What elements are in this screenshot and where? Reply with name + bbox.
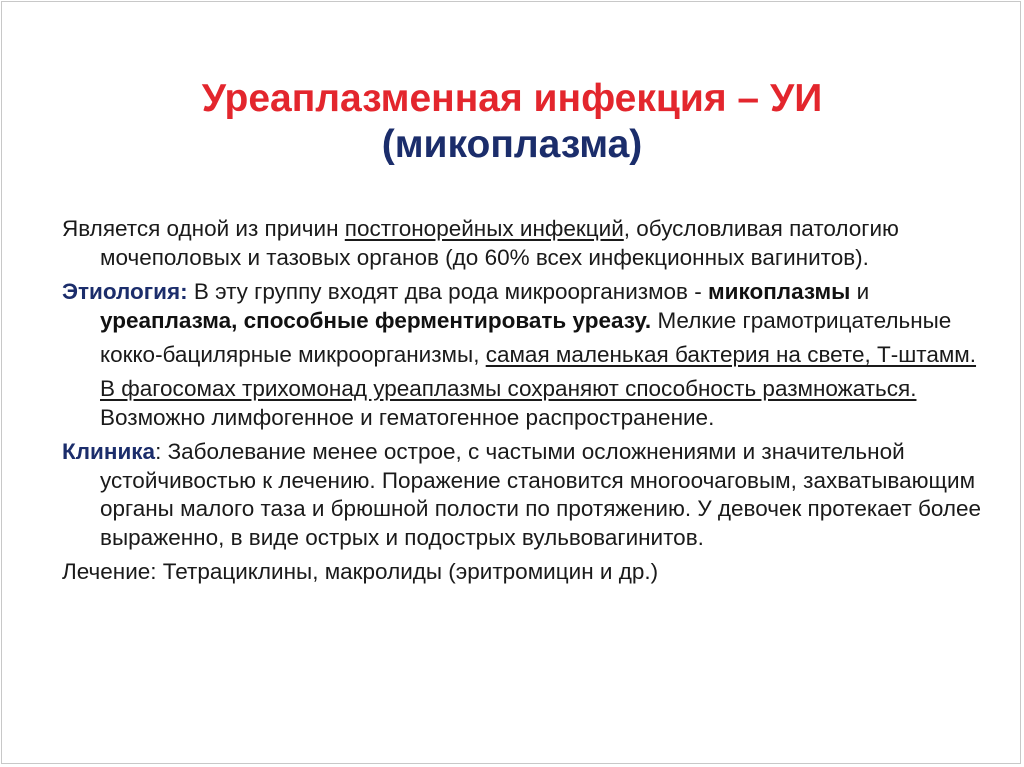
intro-underlined-term: постгонорейных инфекций — [344, 216, 624, 241]
title-line-1: Уреаплазменная инфекция – УИ — [201, 77, 823, 120]
clinic-text: : Заболевание менее острое, с частыми осложнениями и значительной устойчивостью к лечению. Поражение становится многоочаговым, захватывающим органы малого таза и брюшной полости по протяжению. У девочек протекает более выраженно, в виде острых и подострых вульвовагинитов. — [100, 439, 982, 550]
intro-text-2: , обусловливая патологию мочеполовых и тазовых органов (до 60% всех инфекционных вагинитов). — [100, 216, 899, 270]
title-line-2: (микоплазма) — [381, 123, 643, 166]
etiology-bold-2: уреаплазма, способные ферментировать уреазу. — [100, 307, 652, 333]
etiology-bold-1: микоплазмы — [708, 279, 851, 304]
slide-body — [62, 215, 982, 587]
treatment-text: Лечение: Тетрациклины, макролиды (эритромицин и др.) — [62, 559, 659, 584]
slide-title — [0, 76, 1024, 168]
etiology-label: Этиология: — [62, 279, 188, 304]
etiology-text-3: Мелкие грамотрицательные кокко-бацилярные микроорганизмы, — [100, 307, 952, 367]
etiology-underlined-2: В фагосомах трихомонад уреаплазмы сохраняют способность размножаться. — [100, 376, 917, 401]
intro-text-1: Является одной из причин — [62, 216, 345, 241]
paragraph-etiology — [62, 278, 982, 432]
paragraph-intro — [62, 215, 982, 272]
etiology-text-5: Возможно лимфогенное и гематогенное распространение. — [100, 404, 715, 430]
paragraph-treatment — [62, 558, 982, 587]
etiology-underlined-1: самая маленькая бактерия на свете, Т-штамм. — [485, 342, 977, 367]
etiology-text-1: В эту группу входят два рода микроорганизмов - — [187, 279, 709, 304]
paragraph-clinic — [62, 438, 982, 552]
clinic-label: Клиника — [62, 439, 156, 464]
etiology-text-2: и — [850, 279, 870, 304]
